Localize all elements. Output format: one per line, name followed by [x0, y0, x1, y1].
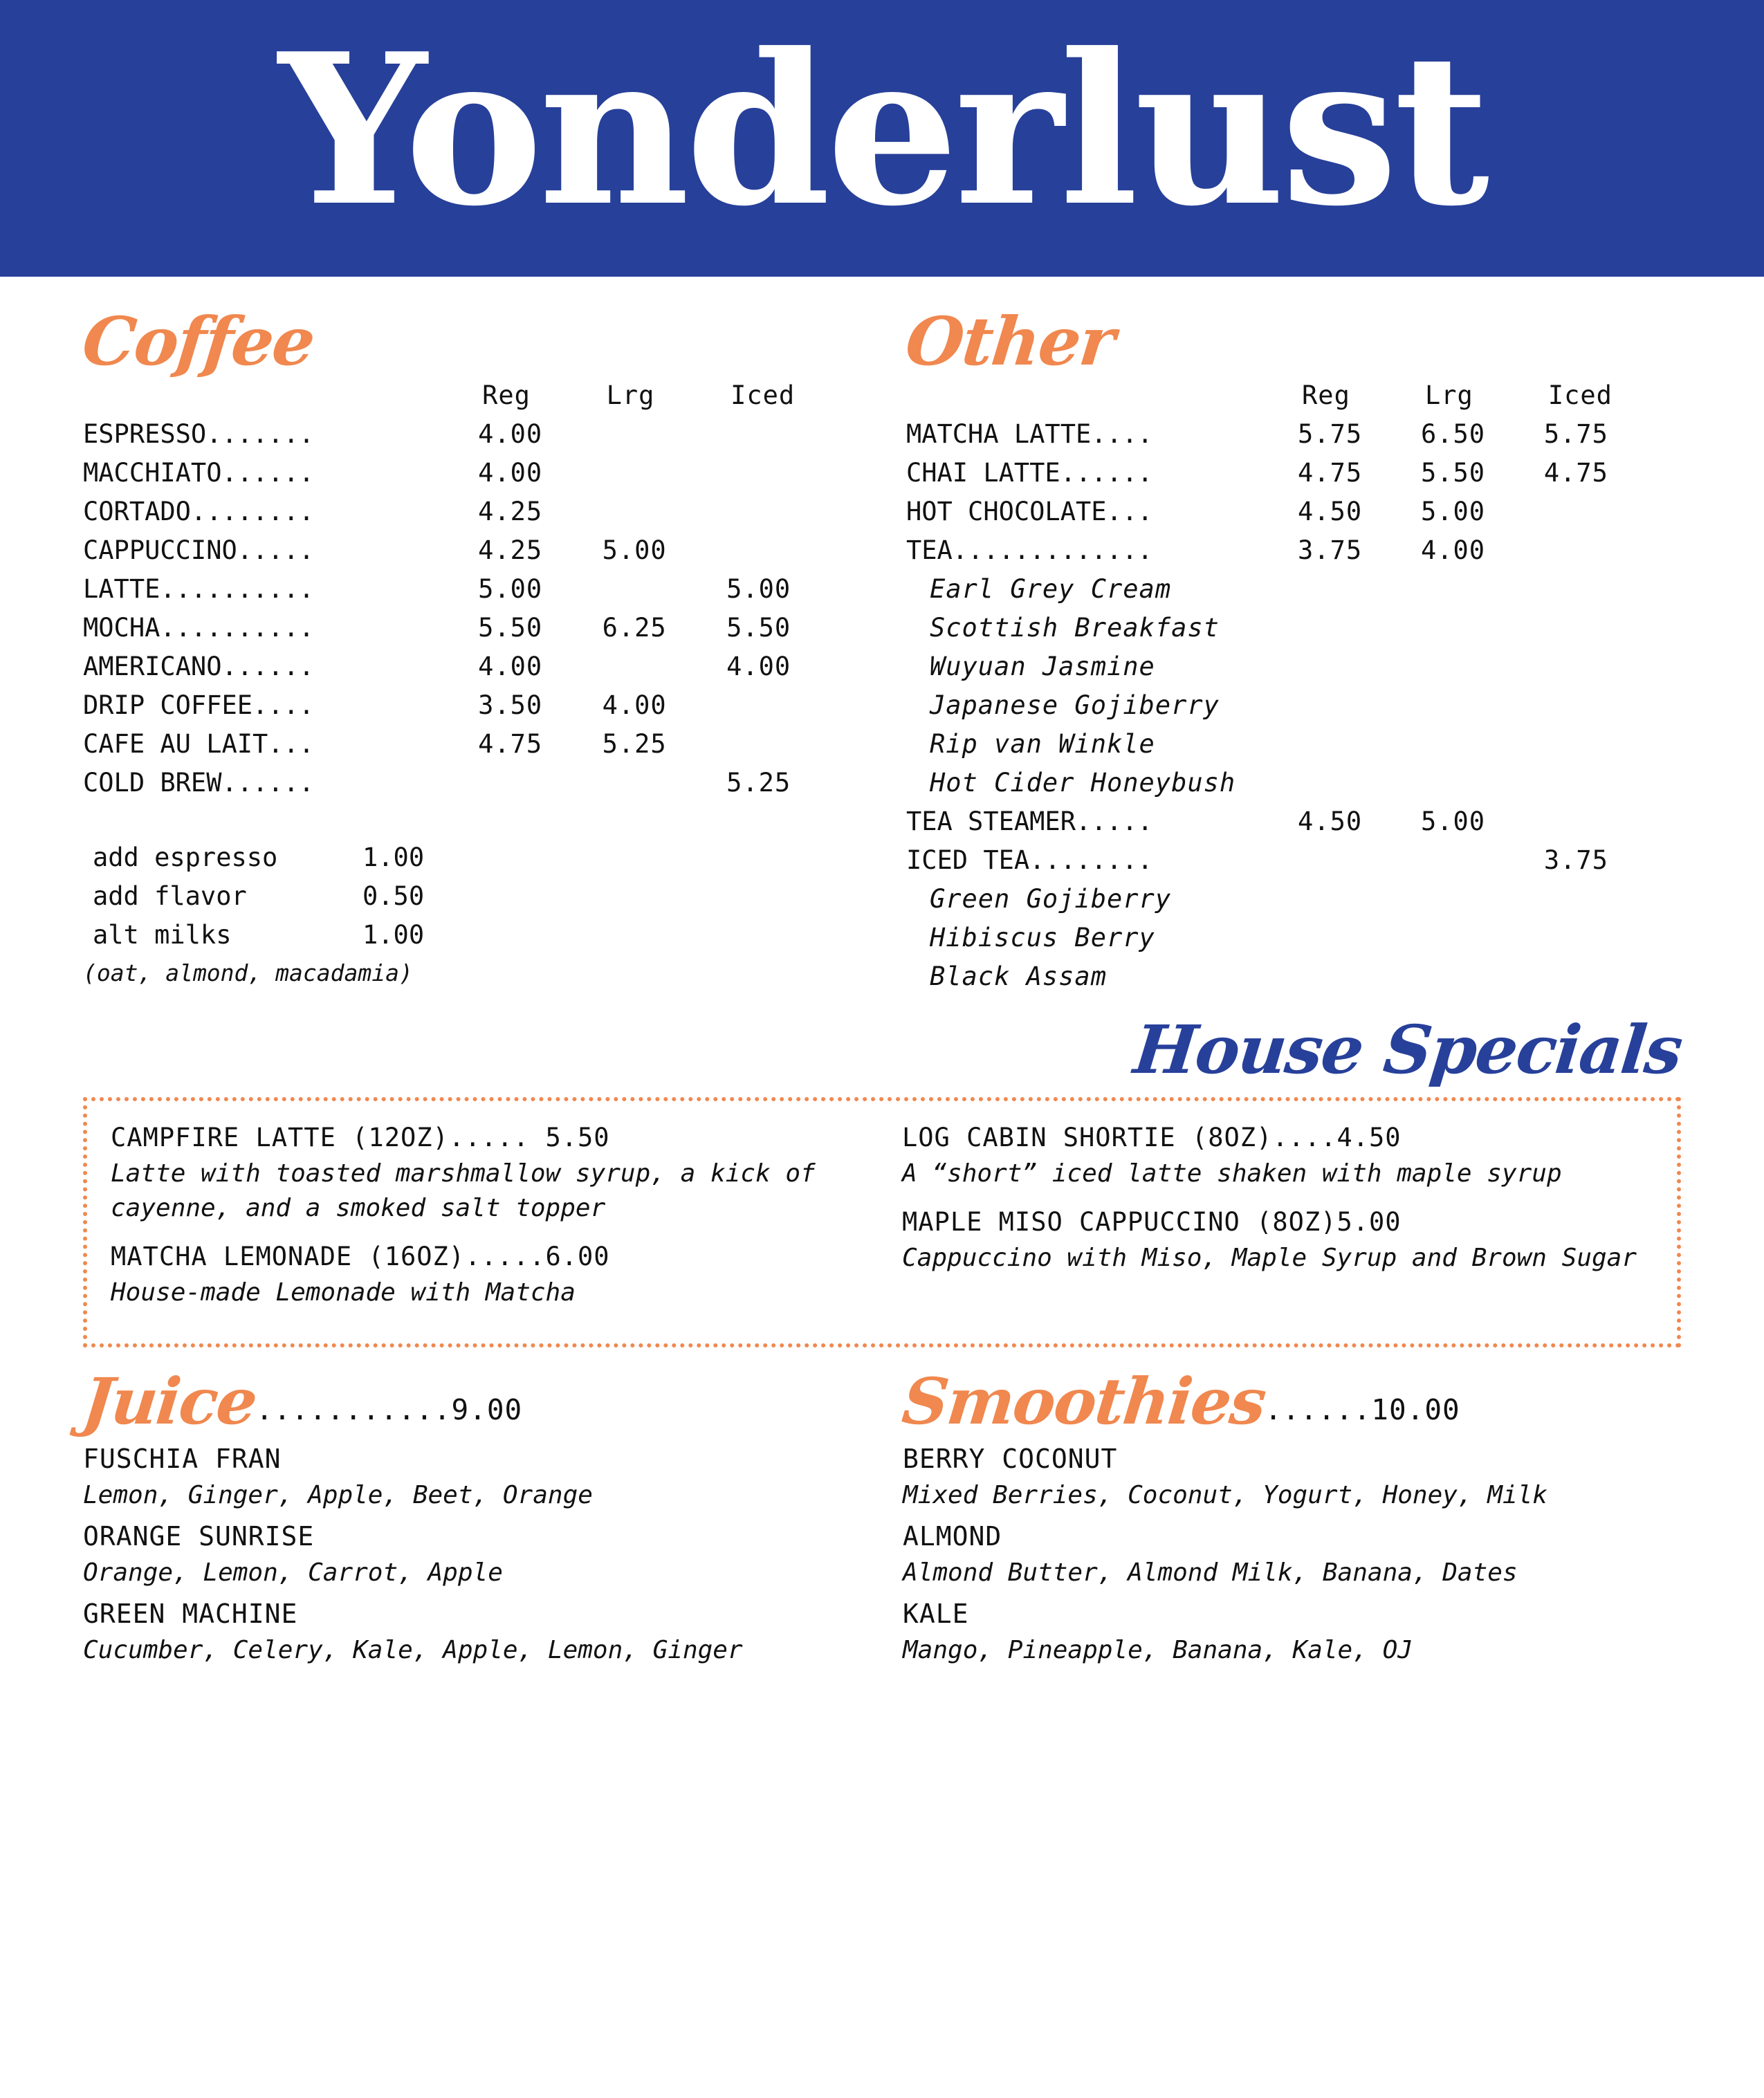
- table-row: [83, 454, 865, 493]
- item-price-lrg: 4.00: [1420, 535, 1486, 565]
- juice-price: ...........9.00: [255, 1393, 523, 1426]
- item-price-reg: [478, 764, 602, 802]
- item-price-iced: 4.75: [1543, 458, 1608, 488]
- table-row: [906, 415, 1681, 454]
- coffee-price-table: [83, 376, 865, 802]
- item-price-reg: 3.50: [478, 690, 543, 720]
- coffee-addons: [83, 838, 865, 991]
- item-price-lrg: 5.25: [602, 729, 667, 759]
- tea-flavor: Hot Cider Honeybush: [929, 768, 1236, 798]
- smoothie-item-name: BERRY COCONUT: [903, 1444, 1118, 1474]
- iced-tea-subitems-row: [906, 880, 1681, 996]
- juice-item-ingredients: Lemon, Ginger, Apple, Beet, Orange: [83, 1481, 593, 1509]
- juice-heading-row: [79, 1364, 861, 1439]
- tea-flavor: Japanese Gojiberry: [929, 690, 1220, 720]
- table-row: [906, 802, 1681, 841]
- coffee-col-lrg-header: Lrg: [606, 380, 655, 410]
- juice-item-name: FUSCHIA FRAN: [83, 1444, 282, 1474]
- juice-heading: Juice: [79, 1364, 260, 1439]
- item-price-reg: 3.75: [1298, 535, 1363, 565]
- item-price-iced: [726, 415, 865, 454]
- smoothies-heading: Smoothies: [899, 1364, 1269, 1439]
- item-price-lrg: 5.00: [602, 535, 667, 565]
- smoothies-heading-row: [899, 1364, 1681, 1439]
- coffee-table-header: [83, 376, 865, 415]
- addon-row: [83, 838, 865, 877]
- item-price-iced: 4.00: [726, 652, 791, 681]
- item-name: CHAI LATTE......: [906, 458, 1153, 488]
- smoothie-item-ingredients: Almond Butter, Almond Milk, Banana, Dates: [903, 1558, 1518, 1587]
- item-price-reg: 4.25: [478, 497, 543, 526]
- item-name: COLD BREW......: [83, 768, 315, 798]
- addon-row: [83, 916, 865, 955]
- item-name: MOCHA..........: [83, 613, 315, 643]
- coffee-col-iced-header: Iced: [731, 380, 796, 410]
- header-banner: [0, 0, 1764, 277]
- table-row: [83, 647, 865, 686]
- iced-tea-flavor: Black Assam: [929, 961, 1107, 991]
- item-price-lrg: 4.00: [602, 690, 667, 720]
- special-description: A “short” iced latte shaken with maple syrup: [902, 1159, 1562, 1188]
- item-name: CAPPUCCINO.....: [83, 535, 315, 565]
- smoothie-item-ingredients: Mixed Berries, Coconut, Yogurt, Honey, Milk: [903, 1481, 1547, 1509]
- item-price-reg: 4.50: [1298, 807, 1363, 836]
- addons-note: (oat, almond, macadamia): [83, 959, 413, 986]
- item-price-reg: 4.75: [478, 729, 543, 759]
- table-row: [83, 415, 865, 454]
- item-price-lrg: [603, 493, 726, 531]
- item-name: CAFE AU LAIT...: [83, 729, 315, 759]
- menu-page: [0, 302, 1764, 1667]
- item-price-lrg: [1421, 841, 1544, 880]
- item-name: AMERICANO......: [83, 652, 315, 681]
- item-price-reg: 4.00: [478, 419, 543, 449]
- item-price-reg: 4.25: [478, 535, 543, 565]
- table-row: [83, 493, 865, 531]
- addon-amount: 1.00: [362, 843, 425, 872]
- juice-item-ingredients: Orange, Lemon, Carrot, Apple: [83, 1558, 503, 1587]
- item-name: MATCHA LATTE....: [906, 419, 1153, 449]
- iced-tea-flavor: Green Gojiberry: [929, 884, 1172, 914]
- item-name: HOT CHOCOLATE...: [906, 497, 1153, 526]
- table-row: [83, 686, 865, 725]
- house-specials-section: [83, 1097, 1681, 1347]
- item-price-iced: 5.00: [726, 574, 791, 604]
- item-price-reg: 4.00: [478, 652, 543, 681]
- other-heading: Other: [902, 302, 1118, 380]
- item-name: LATTE..........: [83, 574, 315, 604]
- tea-flavor: Scottish Breakfast: [929, 613, 1220, 643]
- other-table-header: [906, 376, 1681, 415]
- special-title: MAPLE MISO CAPPUCCINO (8OZ)5.00: [902, 1207, 1402, 1237]
- item-price-lrg: 5.00: [1420, 807, 1486, 836]
- table-row: [906, 493, 1681, 531]
- item-price-iced: [1544, 802, 1681, 841]
- house-specials-heading: House Specials: [1130, 1011, 1685, 1089]
- special-title: MATCHA LEMONADE (16OZ).....6.00: [111, 1242, 610, 1271]
- table-row: [83, 570, 865, 609]
- item-price-iced: 3.75: [1543, 845, 1608, 875]
- item-price-lrg: 6.50: [1420, 419, 1486, 449]
- juice-item-ingredients: Cucumber, Celery, Kale, Apple, Lemon, Ginger: [83, 1636, 743, 1664]
- table-row: [83, 609, 865, 647]
- smoothie-item-name: ALMOND: [903, 1521, 1002, 1552]
- coffee-section: [79, 302, 865, 1085]
- special-description: Latte with toasted marshmallow syrup, a kick of cayenne, and a smoked salt topper: [111, 1159, 816, 1222]
- item-price-lrg: [603, 570, 726, 609]
- juice-item-name: ORANGE SUNRISE: [83, 1521, 315, 1552]
- item-price-reg: [1298, 841, 1421, 880]
- item-price-lrg: [603, 764, 726, 802]
- other-col-lrg-header: Lrg: [1424, 380, 1473, 410]
- addon-amount: 0.50: [362, 881, 425, 911]
- table-row: [83, 531, 865, 570]
- juice-item-name: GREEN MACHINE: [83, 1599, 298, 1629]
- coffee-heading: Coffee: [79, 302, 318, 380]
- item-price-iced: 5.25: [726, 768, 791, 798]
- item-price-lrg: [603, 647, 726, 686]
- brand-title: Yonderlust: [278, 8, 1486, 252]
- tea-subitems-row: [906, 570, 1681, 802]
- coffee-col-name-header: [83, 376, 478, 415]
- tea-flavor: Wuyuan Jasmine: [929, 652, 1155, 681]
- other-col-name-header: [906, 376, 1298, 415]
- tea-flavor: Earl Grey Cream: [929, 574, 1172, 604]
- special-title: LOG CABIN SHORTIE (8OZ)....4.50: [902, 1123, 1402, 1152]
- item-price-lrg: 6.25: [602, 613, 667, 643]
- item-price-lrg: [603, 454, 726, 493]
- top-columns: [79, 302, 1685, 1089]
- smoothies-price: ......10.00: [1265, 1393, 1460, 1426]
- item-name: ICED TEA........: [906, 845, 1153, 875]
- special-description: House-made Lemonade with Matcha: [111, 1278, 576, 1307]
- addon-label: alt milks: [93, 920, 232, 950]
- house-specials-right-column: [902, 1119, 1653, 1323]
- addon-row: [83, 877, 865, 916]
- item-price-reg: 4.50: [1298, 497, 1363, 526]
- item-price-reg: 5.75: [1298, 419, 1363, 449]
- item-name: ESPRESSO.......: [83, 419, 315, 449]
- item-price-iced: [726, 493, 865, 531]
- item-price-iced: [726, 725, 865, 764]
- smoothie-item-ingredients: Mango, Pineapple, Banana, Kale, OJ: [903, 1636, 1413, 1664]
- item-price-lrg: 5.50: [1420, 458, 1486, 488]
- item-name: CORTADO........: [83, 497, 315, 526]
- item-price-iced: [1544, 531, 1681, 570]
- item-price-iced: 5.50: [726, 613, 791, 643]
- house-specials-left-column: [111, 1119, 862, 1323]
- item-name: TEA.............: [906, 535, 1153, 565]
- item-name: MACCHIATO......: [83, 458, 315, 488]
- item-price-iced: 5.75: [1543, 419, 1608, 449]
- table-row: [906, 531, 1681, 570]
- table-row: [83, 725, 865, 764]
- special-description: Cappuccino with Miso, Maple Syrup and Brown Sugar: [902, 1244, 1637, 1272]
- item-name: TEA STEAMER.....: [906, 807, 1153, 836]
- item-price-iced: [726, 686, 865, 725]
- coffee-col-reg-header: Reg: [482, 380, 531, 410]
- item-name: DRIP COFFEE....: [83, 690, 315, 720]
- item-price-iced: [726, 454, 865, 493]
- other-price-table: [906, 376, 1681, 996]
- special-title: CAMPFIRE LATTE (12OZ)..... 5.50: [111, 1123, 610, 1152]
- juice-section: [79, 1364, 861, 1667]
- other-col-iced-header: Iced: [1547, 380, 1613, 410]
- item-price-reg: 4.00: [478, 458, 543, 488]
- addon-label: add flavor: [93, 881, 247, 911]
- other-section: [902, 302, 1685, 1089]
- table-row: [906, 454, 1681, 493]
- smoothie-item-name: KALE: [903, 1599, 969, 1629]
- item-price-reg: 5.50: [478, 613, 543, 643]
- addon-label: add espresso: [93, 843, 278, 872]
- item-price-reg: 4.75: [1298, 458, 1363, 488]
- tea-flavor: Rip van Winkle: [929, 729, 1155, 759]
- item-price-lrg: 5.00: [1420, 497, 1486, 526]
- other-col-reg-header: Reg: [1302, 380, 1350, 410]
- addon-amount: 1.00: [362, 920, 425, 950]
- item-price-iced: [726, 531, 865, 570]
- iced-tea-flavor: Hibiscus Berry: [929, 923, 1155, 953]
- table-row: [906, 841, 1681, 880]
- table-row: [83, 764, 865, 802]
- item-price-reg: 5.00: [478, 574, 543, 604]
- item-price-iced: [1544, 493, 1681, 531]
- house-specials-box: [83, 1097, 1681, 1347]
- bottom-columns: [79, 1364, 1681, 1667]
- item-price-lrg: [603, 415, 726, 454]
- smoothies-section: [899, 1364, 1681, 1667]
